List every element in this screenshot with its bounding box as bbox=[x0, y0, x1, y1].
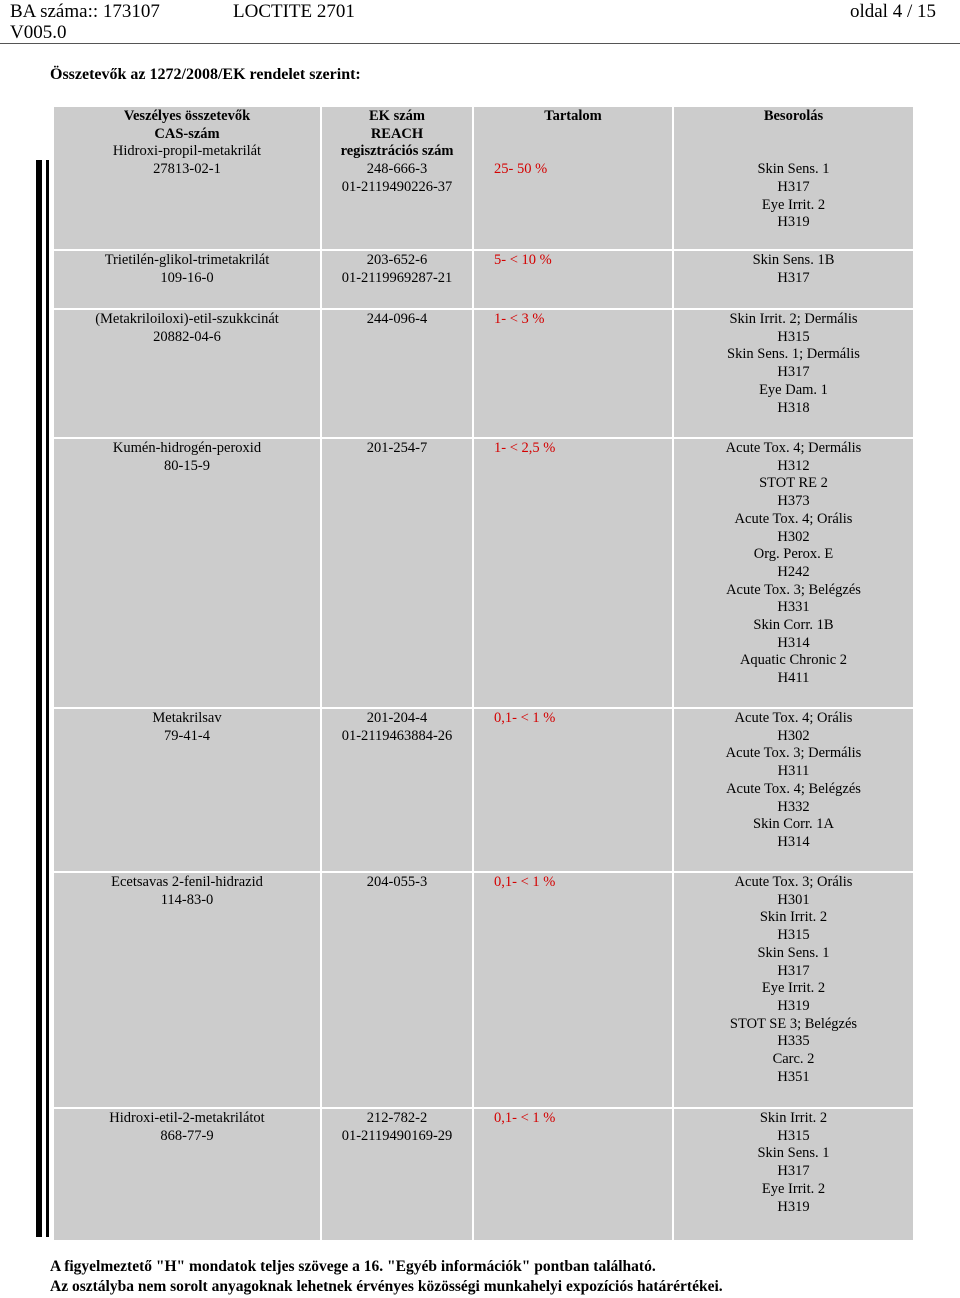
ec-line: 203-652-6 bbox=[366, 252, 428, 268]
classification-line: H315 bbox=[777, 328, 810, 345]
classification-line: Acute Tox. 3; Belégzés bbox=[726, 581, 861, 598]
classification-line: H315 bbox=[777, 1127, 810, 1144]
component-line: 79-41-4 bbox=[164, 727, 210, 744]
classification-line: Carc. 2 bbox=[772, 1051, 815, 1068]
ec-line: 201-204-4 bbox=[366, 710, 428, 726]
spacer bbox=[494, 126, 670, 144]
table-row bbox=[53, 106, 914, 250]
classification-line: H331 bbox=[777, 599, 810, 616]
content-value: 25- 50 % bbox=[494, 161, 548, 178]
classification-line: Skin Sens. 1B bbox=[752, 252, 835, 268]
footnote-h-statements: A figyelmeztető "H" mondatok teljes szövege a 16. "Egyéb információk" pontban található. bbox=[50, 1258, 656, 1275]
cell-content bbox=[473, 106, 673, 250]
classification-line: H242 bbox=[777, 563, 810, 580]
classification-line: H319 bbox=[777, 997, 810, 1014]
cell-classification bbox=[673, 1108, 914, 1241]
table-row bbox=[53, 872, 914, 1108]
classification-line: Skin Corr. 1A bbox=[753, 816, 834, 833]
classification-line: STOT RE 2 bbox=[759, 475, 828, 492]
classification-line: H301 bbox=[777, 891, 810, 908]
cell-component bbox=[53, 1108, 321, 1241]
component-line: Ecetsavas 2-fenil-hidrazid bbox=[111, 874, 263, 890]
classification-line: Skin Sens. 1 bbox=[757, 944, 830, 961]
component-line: 27813-02-1 bbox=[153, 161, 221, 178]
cell-classification bbox=[673, 872, 914, 1108]
ec-line: 204-055-3 bbox=[366, 874, 428, 890]
classification-line: H311 bbox=[777, 763, 810, 780]
classification-line: Skin Irrit. 2 bbox=[759, 909, 828, 926]
component-line: Hidroxi-propil-metakrilát bbox=[112, 143, 262, 160]
cell-component bbox=[53, 309, 321, 438]
ec-line: 201-254-7 bbox=[366, 440, 428, 456]
content-value: 1- < 3 % bbox=[494, 311, 545, 327]
classification-line: Eye Dam. 1 bbox=[759, 381, 828, 398]
classification-line: H317 bbox=[777, 1163, 810, 1180]
cell-ec bbox=[321, 708, 473, 872]
column-header-classification: Besorolás bbox=[763, 108, 824, 124]
document-version: V005.0 bbox=[10, 22, 67, 43]
cell-classification bbox=[673, 708, 914, 872]
components-table bbox=[52, 105, 915, 1242]
spacer bbox=[494, 143, 670, 161]
ec-line: 244-096-4 bbox=[366, 311, 428, 327]
document-product-name: LOCTITE 2701 bbox=[233, 1, 355, 22]
section-title: Összetevők az 1272/2008/EK rendelet szerint: bbox=[50, 66, 361, 83]
cell-component bbox=[53, 106, 321, 250]
cell-component bbox=[53, 708, 321, 872]
cell-ec bbox=[321, 250, 473, 309]
content-value: 0,1- < 1 % bbox=[494, 874, 556, 890]
component-line: 114-83-0 bbox=[160, 891, 214, 908]
component-line: Kumén-hidrogén-peroxid bbox=[112, 440, 262, 456]
classification-line: Org. Perox. E bbox=[753, 546, 834, 563]
content-value: 1- < 2,5 % bbox=[494, 440, 556, 456]
classification-line: H351 bbox=[777, 1068, 810, 1085]
ec-line: 01-2119463884-26 bbox=[341, 727, 453, 744]
content-value: 0,1- < 1 % bbox=[494, 1110, 556, 1126]
column-header-ec: regisztrációs szám bbox=[340, 143, 454, 160]
cell-content bbox=[473, 438, 673, 708]
cell-component bbox=[53, 438, 321, 708]
document-page-number: oldal 4 / 15 bbox=[849, 1, 936, 22]
table-row bbox=[53, 309, 914, 438]
classification-line: H317 bbox=[777, 364, 810, 381]
footnote-exposure-limits: Az osztályba nem sorolt anyagoknak lehetnek érvényes közösségi munkahelyi expozíciós határértékei. bbox=[50, 1278, 723, 1295]
ec-line: 248-666-3 bbox=[366, 161, 428, 178]
revision-bar-thick bbox=[36, 160, 42, 1237]
cell-classification bbox=[673, 438, 914, 708]
classification-line: Skin Sens. 1 bbox=[757, 1145, 830, 1162]
classification-line: Eye Irrit. 2 bbox=[761, 1180, 826, 1197]
cell-content bbox=[473, 872, 673, 1108]
classification-line: Eye Irrit. 2 bbox=[761, 980, 826, 997]
classification-line: Skin Irrit. 2 bbox=[759, 1110, 828, 1126]
cell-classification bbox=[673, 106, 914, 250]
classification-line: H332 bbox=[777, 798, 810, 815]
table-row bbox=[53, 438, 914, 708]
spacer bbox=[676, 126, 911, 144]
classification-line: H319 bbox=[777, 214, 810, 231]
classification-line: Skin Sens. 1 bbox=[757, 161, 830, 178]
cell-component bbox=[53, 250, 321, 309]
classification-line: Eye Irrit. 2 bbox=[761, 196, 826, 213]
cell-component bbox=[53, 872, 321, 1108]
column-header-content: Tartalom bbox=[544, 108, 602, 124]
classification-line: H317 bbox=[777, 178, 810, 195]
cell-ec bbox=[321, 872, 473, 1108]
classification-line: H314 bbox=[777, 634, 810, 651]
spacer bbox=[676, 143, 911, 161]
column-header-component: CAS-szám bbox=[154, 125, 220, 142]
ec-line: 01-2119969287-21 bbox=[341, 269, 453, 286]
classification-line: H317 bbox=[777, 269, 810, 286]
content-value: 5- < 10 % bbox=[494, 252, 552, 268]
cell-ec bbox=[321, 309, 473, 438]
classification-line: H302 bbox=[777, 528, 810, 545]
classification-line: Skin Sens. 1; Dermális bbox=[727, 346, 860, 363]
ec-line: 01-2119490226-37 bbox=[341, 178, 453, 195]
component-line: Trietilén-glikol-trimetakrilát bbox=[104, 252, 270, 268]
cell-ec bbox=[321, 438, 473, 708]
classification-line: H315 bbox=[777, 927, 810, 944]
column-header-component: Veszélyes összetevők bbox=[123, 108, 251, 124]
classification-line: H314 bbox=[777, 833, 810, 850]
classification-line: STOT SE 3; Belégzés bbox=[729, 1015, 858, 1032]
cell-content bbox=[473, 309, 673, 438]
component-line: 80-15-9 bbox=[164, 457, 210, 474]
table-row bbox=[53, 708, 914, 872]
cell-content bbox=[473, 250, 673, 309]
component-line: Metakrilsav bbox=[152, 710, 222, 726]
classification-line: H317 bbox=[777, 962, 810, 979]
component-line: 868-77-9 bbox=[160, 1127, 214, 1144]
components-table-body bbox=[53, 106, 914, 1241]
component-line: (Metakriloiloxi)-etil-szukkcinát bbox=[95, 311, 279, 327]
classification-line: H312 bbox=[777, 457, 810, 474]
ec-line: 212-782-2 bbox=[366, 1110, 428, 1126]
cell-classification bbox=[673, 309, 914, 438]
classification-line: H318 bbox=[777, 399, 810, 416]
table-row bbox=[53, 250, 914, 309]
table-row bbox=[53, 1108, 914, 1241]
cell-classification bbox=[673, 250, 914, 309]
classification-line: Acute Tox. 4; Orális bbox=[734, 710, 853, 726]
header-divider bbox=[0, 43, 960, 44]
revision-bar-thin bbox=[46, 160, 49, 1237]
component-line: Hidroxi-etil-2-metakrilátot bbox=[109, 1110, 265, 1126]
classification-line: Skin Corr. 1B bbox=[753, 617, 834, 634]
component-line: 109-16-0 bbox=[160, 269, 214, 286]
document-ba-number: BA száma:: 173107 bbox=[10, 1, 160, 22]
classification-line: H335 bbox=[777, 1033, 810, 1050]
cell-content bbox=[473, 1108, 673, 1241]
cell-content bbox=[473, 708, 673, 872]
classification-line: H302 bbox=[777, 727, 810, 744]
classification-line: H411 bbox=[777, 670, 810, 687]
classification-line: H373 bbox=[777, 493, 810, 510]
column-header-ec: EK szám bbox=[369, 108, 425, 124]
component-line: 20882-04-6 bbox=[153, 328, 221, 345]
cell-ec bbox=[321, 106, 473, 250]
classification-line: Acute Tox. 4; Orális bbox=[734, 510, 853, 527]
classification-line: Aquatic Chronic 2 bbox=[739, 652, 848, 669]
classification-line: Acute Tox. 4; Belégzés bbox=[726, 780, 861, 797]
ec-line: 01-2119490169-29 bbox=[341, 1127, 453, 1144]
classification-line: Skin Irrit. 2; Dermális bbox=[729, 311, 858, 327]
cell-ec bbox=[321, 1108, 473, 1241]
classification-line: H319 bbox=[777, 1198, 810, 1215]
content-value: 0,1- < 1 % bbox=[494, 710, 556, 726]
column-header-ec: REACH bbox=[370, 125, 424, 142]
classification-line: Acute Tox. 3; Dermális bbox=[725, 745, 862, 762]
classification-line: Acute Tox. 3; Orális bbox=[734, 874, 853, 890]
classification-line: Acute Tox. 4; Dermális bbox=[725, 440, 862, 456]
